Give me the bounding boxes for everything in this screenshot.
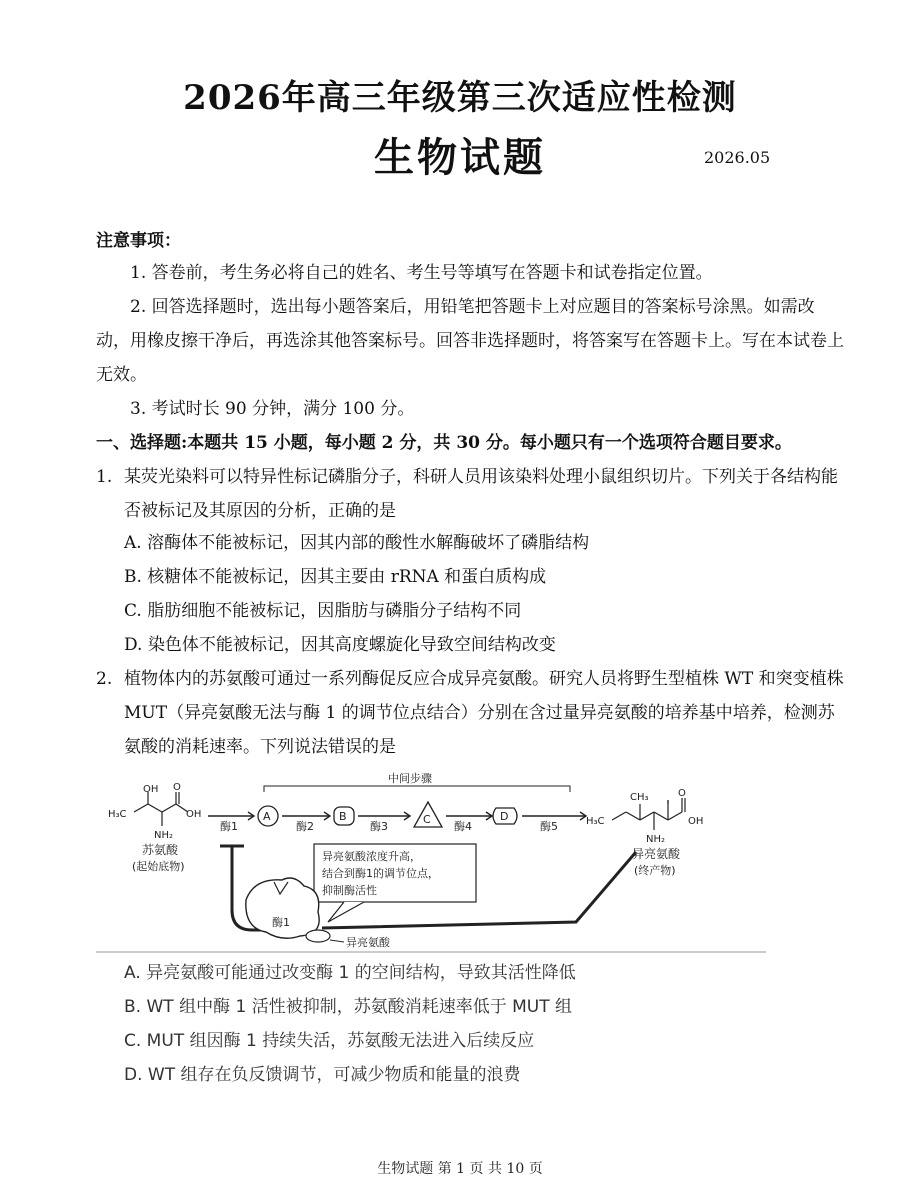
- q1-option-a: A. 溶酶体不能被标记，因其内部的酸性水解酶破坏了磷脂结构: [124, 533, 590, 553]
- iso-oh: OH: [688, 816, 704, 827]
- intermediate-d: D: [500, 810, 509, 823]
- question-stem: 植物体内的苏氨酸可通过一系列酶促反应合成异亮氨酸。研究人员将野生型植株 WT 和突变植株 MUT（异亮氨酸无法与酶 1 的调节位点结合）分别在含过量异亮氨酸的培养基中培养，检测苏氨酸的消耗速率。下列说法错误的是: [124, 669, 844, 757]
- enzyme-3-label: 酶3: [370, 820, 388, 833]
- notice-item-3: 3. 考试时长 90 分钟，满分 100 分。: [130, 399, 415, 419]
- notice-item-1: 1. 答卷前，考生务必将自己的姓名、考生号等填写在答题卡和试卷指定位置。: [130, 263, 713, 283]
- note-line-3: 抑制酶活性: [322, 884, 377, 897]
- q2-option-c: C. MUT 组因酶 1 持续失活，苏氨酸无法进入后续反应: [124, 1031, 535, 1051]
- end-product-label: (终产物): [634, 864, 676, 877]
- question-2: [96, 662, 846, 764]
- question-1: [96, 460, 846, 528]
- pathway-diagram: [96, 770, 766, 955]
- section-heading: 一、选择题:本题共 15 小题，每小题 2 分，共 30 分。每小题只有一个选项符合题目要求。: [96, 433, 792, 453]
- iso-nh2: NH₂: [646, 834, 666, 845]
- question-number: 1.: [96, 467, 113, 487]
- isoleucine-binding-label: 异亮氨酸: [346, 936, 390, 949]
- page-footer: 生物试题 第 1 页 共 10 页: [377, 1161, 543, 1177]
- exam-title: 2026年高三年级第三次适应性检测: [183, 78, 737, 118]
- q1-option-c: C. 脂肪细胞不能被标记，因脂肪与磷脂分子结构不同: [124, 601, 522, 621]
- exam-date: 2026.05: [704, 148, 771, 167]
- notice-heading: 注意事项：: [96, 231, 181, 251]
- q2-option-b: B. WT 组中酶 1 活性被抑制，苏氨酸消耗速率低于 MUT 组: [124, 997, 572, 1017]
- start-material-label: (起始底物): [132, 860, 185, 873]
- intermediate-a: A: [263, 810, 271, 823]
- intermediate-c: C: [423, 813, 431, 826]
- q2-option-d: D. WT 组存在负反馈调节，可减少物质和能量的浪费: [124, 1065, 521, 1085]
- enzyme-5-label: 酶5: [540, 820, 558, 833]
- enzyme-1-blob-label: 酶1: [272, 916, 290, 929]
- isoleucine-molecule-shape: [306, 930, 330, 942]
- threonine-label: 苏氨酸: [142, 843, 179, 857]
- intermediate-b: B: [339, 810, 347, 823]
- struct-o: O: [173, 782, 181, 793]
- threonine-structure: [134, 792, 188, 826]
- note-line-2: 结合到酶1的调节位点，: [322, 867, 439, 880]
- iso-ch3: CH₃: [630, 792, 649, 803]
- q2-option-a: A. 异亮氨酸可能通过改变酶 1 的空间结构，导致其活性降低: [124, 963, 576, 983]
- exam-subtitle: 生物试题: [374, 134, 546, 181]
- iso-h3c: H₃C: [586, 816, 605, 827]
- enzyme-2-label: 酶2: [296, 820, 314, 833]
- enzyme-1-label: 酶1: [220, 820, 238, 833]
- question-number: 2.: [96, 669, 113, 689]
- q1-option-b: B. 核糖体不能被标记，因其主要由 rRNA 和蛋白质构成: [124, 567, 547, 587]
- question-stem: 某荧光染料可以特异性标记磷脂分子，科研人员用该染料处理小鼠组织切片。下列关于各结构能否被标记及其原因的分析，正确的是: [124, 467, 838, 521]
- struct-oh2: OH: [186, 809, 202, 820]
- q1-option-d: D. 染色体不能被标记，因其高度螺旋化导致空间结构改变: [124, 635, 556, 655]
- isoleucine-label: 异亮氨酸: [632, 847, 681, 861]
- enzyme-4-label: 酶4: [454, 820, 472, 833]
- struct-oh: OH: [143, 784, 159, 795]
- iso-o: O: [678, 788, 686, 799]
- note-line-1: 异亮氨酸浓度升高，: [322, 850, 421, 863]
- notice-item-2: 2. 回答选择题时，选出每小题答案后，用铅笔把答题卡上对应题目的答案标号涂黑。如需改动，用橡皮擦干净后，再选涂其他答案标号。回答非选择题时，将答案写在答题卡上。写在本试卷上无效。: [96, 297, 844, 385]
- struct-h3c: H₃C: [108, 809, 127, 820]
- struct-nh2: NH₂: [154, 830, 174, 841]
- middle-steps-label: 中间步骤: [388, 772, 432, 785]
